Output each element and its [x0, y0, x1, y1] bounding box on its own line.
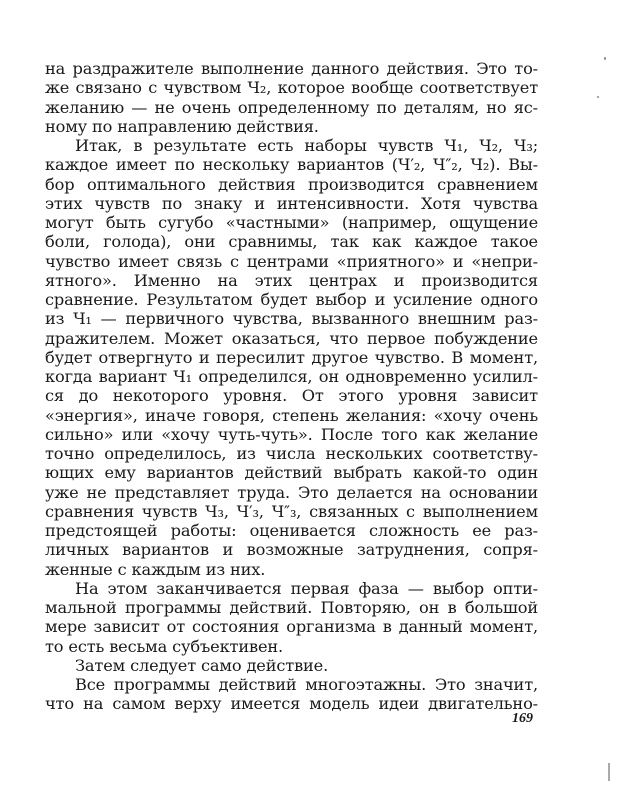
text-line: бор оптимального действия производится сравнением	[45, 174, 538, 194]
text-line: этих чувств по знаку и интенсивности. Хотя чувства	[45, 193, 538, 213]
text-line: боли, голода), они сравнимы, так как каждое такое	[45, 232, 538, 252]
text-line: предстоящей работы: оценивается сложность ее раз-	[45, 521, 538, 540]
text-line: что на самом верху имеется модель идеи двигательно-	[45, 694, 538, 714]
text-line: точно определилось, из числа нескольких соответству-	[45, 444, 538, 463]
text-line: сильно» или «хочу чуть-чуть». После того как желание	[45, 424, 538, 444]
text-line: женные с каждым из них.	[45, 559, 266, 579]
text-line: ся до некоторого уровня. От этого уровня зависит	[45, 386, 538, 406]
text-line: каждое имеет по нескольку вариантов (Ч′₂, Ч″₂, Ч₂). Вы-	[45, 155, 538, 175]
scan-speck	[597, 96, 599, 98]
text-line: могут быть сугубо «частными» (например, ощущение	[45, 213, 538, 232]
text-line: ному по направлению действия.	[45, 116, 319, 136]
text-line: дражителем. Может оказаться, что первое побуждение	[45, 328, 538, 348]
text-line: Все программы действий многоэтажны. Это значит,	[75, 675, 538, 694]
text-line: Итак, в результате есть наборы чувств Ч₁, Ч₂, Ч₃;	[75, 136, 538, 155]
text-line: личных вариантов и возможные затруднения, сопря-	[45, 540, 538, 560]
scan-speck	[604, 57, 606, 60]
text-line: На этом заканчивается первая фаза — выбор опти-	[75, 578, 538, 598]
text-line: на раздражителе выполнение данного действия. Это то-	[45, 59, 538, 78]
text-line: ющих ему вариантов действий выбрать какой-то один	[45, 463, 538, 483]
text-line: «энергия», иначе говоря, степень желания: «хочу очень	[45, 405, 538, 425]
text-line: сравнение. Результатом будет выбор и усиление одного	[45, 290, 538, 309]
text-line: когда вариант Ч₁ определился, он одновременно усилил-	[45, 367, 538, 386]
page-body	[45, 59, 538, 714]
text-line: желанию — не очень определенному по деталям, но яс-	[45, 97, 538, 117]
text-line: то есть весьма субъективен.	[45, 636, 284, 656]
text-line: же связано с чувством Ч₂, которое вообще соответствует	[45, 78, 538, 98]
text-line: уже не представляет труда. Это делается на основании	[45, 482, 538, 502]
text-line: сравнения чувств Ч₃, Ч′₃, Ч″₃, связанных с выполнением	[45, 501, 538, 521]
text-line: будет отвергнуто и пересилит другое чувство. В момент,	[45, 347, 538, 367]
text-line: чувство имеет связь с центрами «приятного» и «непри-	[45, 251, 538, 271]
text-line: мере зависит от состояния организма в данный момент,	[45, 617, 538, 637]
page-number: 169	[512, 711, 533, 726]
text-line: мальной программы действий. Повторяю, он в большой	[45, 598, 538, 617]
text-line: Затем следует само действие.	[75, 655, 329, 675]
text-line: ятного». Именно на этих центрах и производится	[45, 270, 538, 290]
scan-speck	[608, 763, 610, 781]
text-line: из Ч₁ — первичного чувства, вызванного внешним раз-	[45, 309, 538, 329]
